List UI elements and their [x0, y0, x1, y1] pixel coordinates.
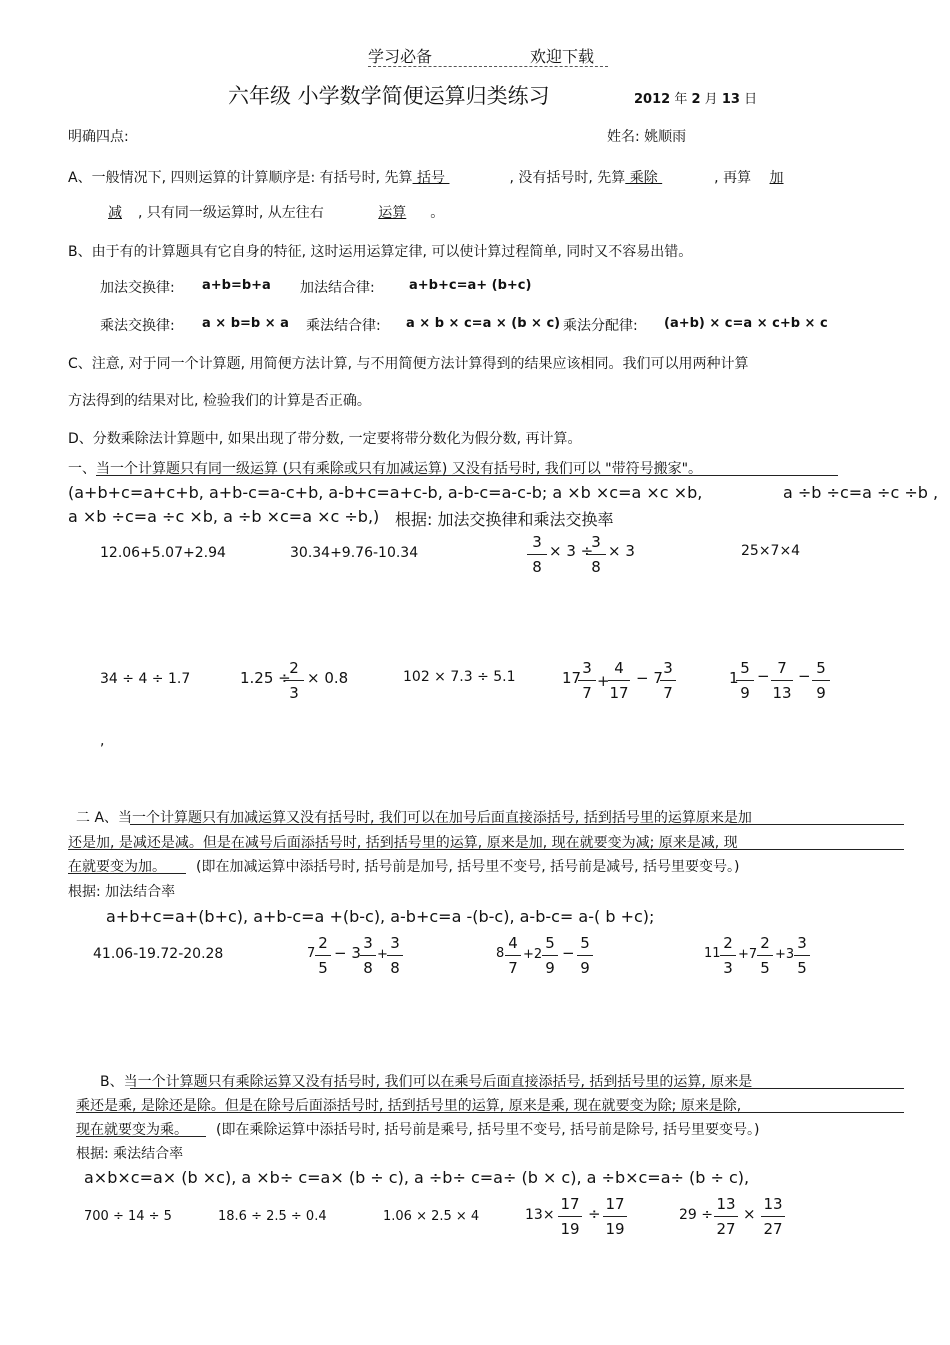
- fraction: $\frac{2}{5}$: [757, 931, 773, 980]
- operator: 13×: [525, 1207, 555, 1223]
- section2a-line2: 还是加, 是减还是减。但是在减号后面添括号时, 括到括号里的运算, 原来是加, 现在就要变为减; 原来是减, 现: [68, 835, 738, 851]
- rule-d-line1: D、分数乘除法计算题中, 如果出现了带分数, 一定要将带分数化为假分数, 再计算。: [68, 431, 582, 447]
- operator: −: [757, 667, 770, 685]
- section2a-line1: 二 A、当一个计算题只有加减运算又没有括号时, 我们可以在加号后面直接添括号, 括到括号里的运算原来是加: [76, 810, 752, 826]
- whole-number: 1: [729, 669, 739, 687]
- fraction: $\frac{17}{19}$: [603, 1192, 627, 1241]
- whole-number: 17: [562, 669, 582, 687]
- fraction: $\frac{4}{7}$: [505, 931, 521, 980]
- fraction: $\frac{3}{7}$: [660, 656, 676, 705]
- section1-underline: [96, 475, 838, 476]
- operator: 29 ÷: [679, 1207, 713, 1223]
- operator: ×: [743, 1205, 756, 1223]
- fraction: $\frac{17}{19}$: [558, 1192, 582, 1241]
- operator: +2: [523, 947, 543, 962]
- fraction: $\frac{3}{8}$: [360, 931, 376, 980]
- operator: −: [562, 944, 575, 962]
- exercise: 41.06-19.72-20.28: [93, 946, 224, 962]
- stray-comma: ,: [100, 733, 105, 749]
- fraction: $\frac{5}{9}$: [542, 931, 558, 980]
- operator: +: [597, 672, 610, 690]
- section2b-line3b: (即在乘除运算中添括号时, 括号前是乘号, 括号里不变号, 括号前是除号, 括号里要变号。): [216, 1122, 760, 1138]
- fraction: $\frac{3}{8}$: [527, 530, 547, 579]
- fraction: $\frac{3}{8}$: [387, 931, 403, 980]
- mul-associative-label: 乘法结合律:: [306, 318, 381, 334]
- rule-b-intro: B、由于有的计算题具有它自身的特征, 这时运用运算定律, 可以使计算过程简单, 同时又不容易出错。: [68, 244, 693, 260]
- operator: +3: [775, 947, 795, 962]
- operator: × 0.8: [307, 669, 349, 687]
- section1-basis: 根据: 加法交换律和乘法交换率: [395, 510, 614, 529]
- section1-title: 一、当一个计算题只有同一级运算 (只有乘除或只有加减运算) 又没有括号时, 我们可以 "带符号搬家"。: [68, 461, 703, 477]
- fraction: $\frac{5}{9}$: [812, 656, 830, 705]
- section2b-underline3: [76, 1136, 206, 1137]
- operator: − 7: [636, 669, 663, 687]
- operator: × 3 ÷: [549, 542, 594, 560]
- add-commutative-label: 加法交换律:: [100, 280, 175, 296]
- operator: − 3: [334, 944, 361, 962]
- header-left: 学习必备: [368, 47, 433, 66]
- exercise: 12.06+5.07+2.94: [100, 545, 226, 561]
- points-label: 明确四点:: [68, 129, 129, 145]
- mul-commutative-formula: a × b=b × a: [202, 316, 289, 331]
- page-title: 六年级 小学数学简便运算归类练习: [228, 84, 550, 108]
- section2b-underline2: [76, 1112, 904, 1113]
- exercise: 25×7×4: [741, 543, 801, 559]
- fraction: $\frac{5}{9}$: [577, 931, 593, 980]
- fraction: $\frac{13}{27}$: [714, 1192, 738, 1241]
- whole-number: 11: [704, 946, 721, 961]
- operator: +7: [738, 947, 758, 962]
- fraction: $\frac{3}{5}$: [794, 931, 810, 980]
- operator: × 3: [608, 542, 635, 560]
- fraction: $\frac{2}{5}$: [315, 931, 331, 980]
- section2b-basis: 根据: 乘法结合率: [76, 1146, 184, 1162]
- add-associative-label: 加法结合律:: [300, 280, 375, 296]
- rule-c-line2: 方法得到的结果对比, 检验我们的计算是否正确。: [68, 393, 371, 409]
- title-date: 2012 年 2 月 13 日: [634, 92, 758, 107]
- fraction: $\frac{2}{3}$: [720, 931, 736, 980]
- mul-commutative-label: 乘法交换律:: [100, 318, 175, 334]
- section1-formulas-line1b: a ÷b ÷c=a ÷c ÷b ,: [783, 483, 939, 502]
- operator: +: [377, 947, 388, 962]
- header-right: 欢迎下载: [530, 47, 595, 66]
- rule-a-line2: 减 , 只有同一级运算时, 从左往右 运算 。: [108, 205, 445, 221]
- section1-formulas-line2: a ×b ÷c=a ÷c ×b, a ÷b ×c=a ×c ÷b,): [68, 507, 380, 526]
- fraction: $\frac{3}{7}$: [578, 656, 596, 705]
- operator: ÷: [588, 1205, 601, 1223]
- rule-c-line1: C、注意, 对于同一个计算题, 用简便方法计算, 与不用简便方法计算得到的结果应该相同。我们可以用两种计算: [68, 356, 749, 372]
- distributive-formula: (a+b) × c=a × c+b × c: [664, 316, 828, 331]
- section2b-line2: 乘还是乘, 是除还是除。但是在除号后面添括号时, 括到括号里的运算, 原来是乘, 现在就要变为除; 原来是除,: [76, 1098, 742, 1114]
- section2b-line3a: 现在就要变为乘。: [76, 1122, 188, 1138]
- operator: −: [798, 667, 811, 685]
- section2a-line3a: 在就要变为加。: [68, 859, 166, 875]
- distributive-label: 乘法分配律:: [563, 318, 638, 334]
- section2a-line3b: (即在加减运算中添括号时, 括号前是加号, 括号里不变号, 括号前是减号, 括号里要变号。): [196, 859, 740, 875]
- exercise: 18.6 ÷ 2.5 ÷ 0.4: [218, 1209, 327, 1224]
- mul-associative-formula: a × b × c=a × (b × c): [406, 316, 561, 331]
- exercise: 102 × 7.3 ÷ 5.1: [403, 669, 516, 685]
- fraction: $\frac{7}{13}$: [771, 656, 793, 705]
- fraction: $\frac{13}{27}$: [761, 1192, 785, 1241]
- fraction: $\frac{4}{17}$: [608, 656, 630, 705]
- section2a-underline3: [68, 873, 186, 874]
- operator: 1.25 ÷: [240, 669, 291, 687]
- fraction: $\frac{5}{9}$: [736, 656, 754, 705]
- section2a-formulas: a+b+c=a+(b+c), a+b-c=a +(b-c), a-b+c=a -(b-c), a-b-c= a-( b +c);: [106, 907, 655, 926]
- header-divider: [368, 66, 608, 67]
- section2a-underline1: [130, 824, 904, 825]
- exercise: 1.06 × 2.5 × 4: [383, 1209, 480, 1224]
- section1-formulas-line1: (a+b+c=a+c+b, a+b-c=a-c+b, a-b+c=a+c-b, a-b-c=a-c-b; a ×b ×c=a ×c ×b,: [68, 483, 703, 502]
- rule-a-line1: A、一般情况下, 四则运算的计算顺序是: 有括号时, 先算 括号 , 没有括号时, 先算 乘除 , 再算 加: [68, 170, 784, 186]
- add-associative-formula: a+b+c=a+ (b+c): [409, 278, 532, 293]
- exercise: 34 ÷ 4 ÷ 1.7: [100, 671, 191, 687]
- whole-number: 8: [496, 946, 505, 961]
- section2a-underline2: [68, 849, 904, 850]
- section2b-formulas: a×b×c=a× (b ×c), a ×b÷ c=a× (b ÷ c), a ÷b÷ c=a÷ (b × c), a ÷b×c=a÷ (b ÷ c),: [84, 1168, 750, 1187]
- whole-number: 7: [307, 946, 316, 961]
- fraction: $\frac{3}{8}$: [586, 530, 606, 579]
- fraction: $\frac{2}{3}$: [284, 656, 304, 705]
- section2a-basis: 根据: 加法结合率: [68, 884, 176, 900]
- exercise: 30.34+9.76-10.34: [290, 545, 419, 561]
- section2b-underline1: [130, 1088, 904, 1089]
- student-name: 姓名: 姚顺雨: [607, 129, 687, 145]
- add-commutative-formula: a+b=b+a: [202, 278, 271, 293]
- section2b-line1: B、当一个计算题只有乘除运算又没有括号时, 我们可以在乘号后面直接添括号, 括到括号里的运算, 原来是: [100, 1074, 753, 1090]
- exercise: 700 ÷ 14 ÷ 5: [84, 1209, 172, 1224]
